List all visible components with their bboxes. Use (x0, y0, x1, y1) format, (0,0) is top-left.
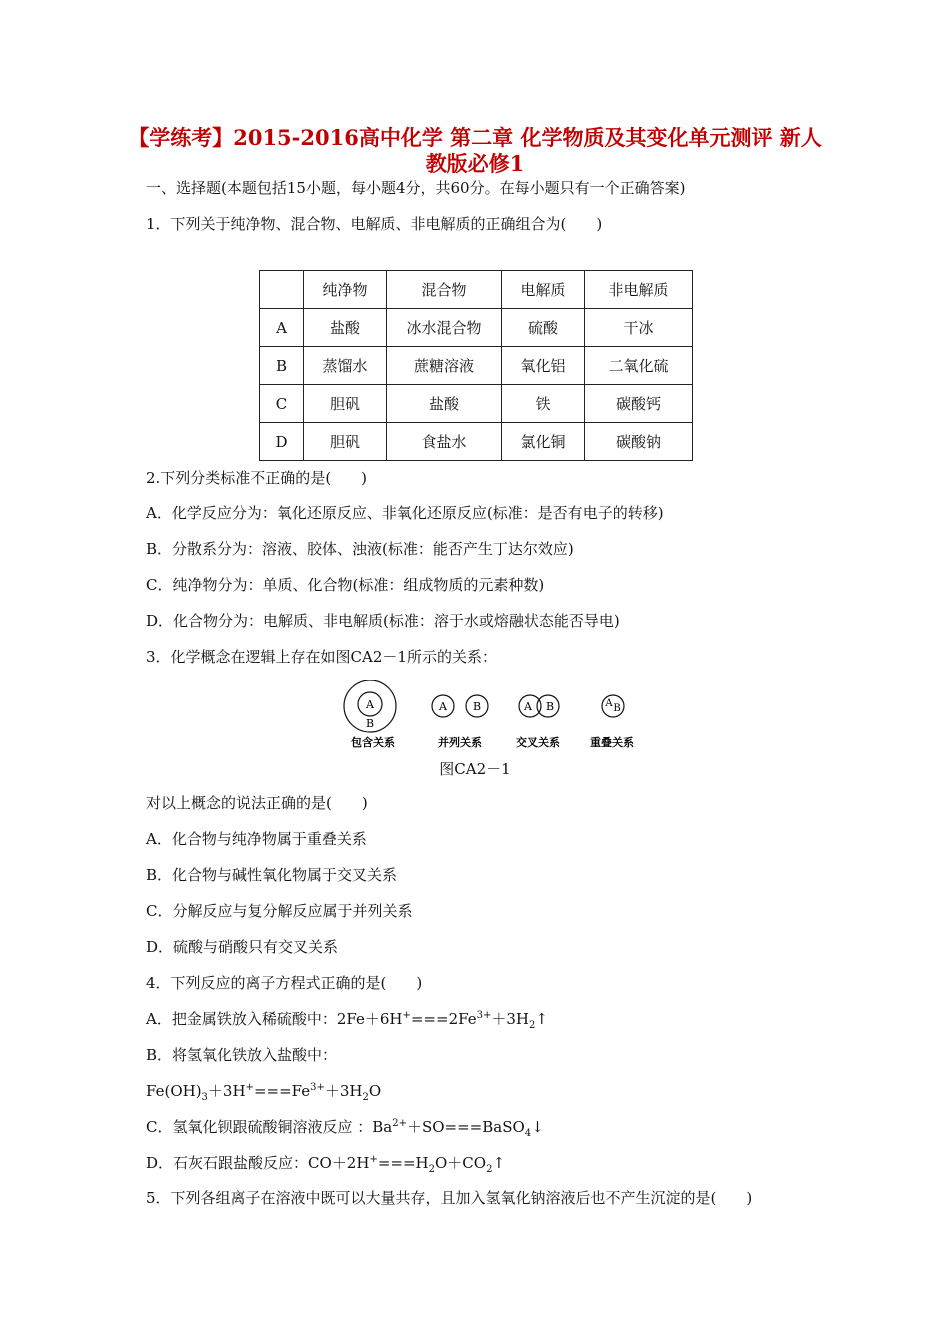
q5-stem: 5．下列各组离子在溶液中既可以大量共存，且加入氢氧化钠溶液后也不产生沉淀的是( ) (146, 1189, 753, 1207)
table-header-cell: 纯净物 (304, 271, 387, 309)
equation-text: ===2Fe (410, 1010, 477, 1028)
table-cell: 干冰 (585, 309, 693, 347)
table-cell: 氧化铝 (502, 347, 585, 385)
q3-option-c: C．分解反应与复分解反应属于并列关系 (146, 902, 413, 920)
q2-stem: 2.下列分类标准不正确的是( ) (146, 469, 368, 487)
parallel-label-b: B (472, 700, 482, 713)
table-cell: 蔗糖溶液 (387, 347, 502, 385)
overlap-label-b: B (613, 703, 621, 714)
equation-text: ===Fe (253, 1082, 311, 1100)
table-cell: 盐酸 (304, 309, 387, 347)
q2-option-d: D．化合物分为：电解质、非电解质(标准：溶于水或熔融状态能否导电) (146, 612, 620, 630)
intersect-caption: 交叉关系 (516, 736, 560, 749)
superscript: 3+ (310, 1082, 325, 1093)
equation-text: C．氢氧化钡跟硫酸铜溶液反应 ：Ba (146, 1118, 393, 1136)
table-cell: A (260, 309, 304, 347)
q3-option-b: B．化合物与碱性氧化物属于交叉关系 (146, 866, 398, 884)
table-cell: 碳酸钙 (585, 385, 693, 423)
parallel-label-a: A (439, 700, 447, 713)
q1-table (259, 270, 693, 461)
subscript: 2 (528, 1020, 536, 1031)
table-cell: 硫酸 (502, 309, 585, 347)
q3-question: 对以上概念的说法正确的是( ) (146, 794, 368, 812)
arrow-symbol: ↓ (531, 1118, 544, 1136)
table-cell: 蒸馏水 (304, 347, 387, 385)
inclusion-caption: 包含关系 (351, 736, 395, 749)
parallel-caption: 并列关系 (438, 736, 482, 749)
table-header-row (260, 271, 693, 309)
table-cell: 冰水混合物 (387, 309, 502, 347)
equation-text: A．把金属铁放入稀硫酸中：2Fe＋6H (146, 1010, 403, 1028)
table-cell: 食盐水 (387, 423, 502, 461)
q3-relation-figure (335, 680, 655, 755)
q2-option-b: B．分散系分为：溶液、胶体、浊液(标准：能否产生丁达尔效应) (146, 540, 574, 558)
section-intro: 一、选择题(本题包括15小题，每小题4分，共60分。在每小题只有一个正确答案) (146, 179, 686, 197)
intersect-label-a: A (524, 700, 532, 713)
arrow-symbol: ↑ (535, 1010, 548, 1028)
table-cell: 胆矾 (304, 385, 387, 423)
table-cell: D (260, 423, 304, 461)
equation-text: ＋3H (207, 1082, 246, 1100)
superscript: 3+ (476, 1010, 492, 1021)
table-header-cell: 混合物 (387, 271, 502, 309)
intersect-label-b: B (545, 700, 555, 713)
figure-caption: 图CA2－1 (439, 760, 511, 778)
document-title-line2: 教版必修1 (425, 151, 525, 176)
table-cell: 胆矾 (304, 423, 387, 461)
subscript: 2 (486, 1164, 493, 1175)
superscript: + (369, 1154, 378, 1165)
q4-option-b: B．将氢氧化铁放入盐酸中： (146, 1046, 338, 1064)
superscript: + (402, 1010, 411, 1021)
equation-text: Fe(OH) (146, 1082, 202, 1100)
subscript: 2 (362, 1092, 369, 1103)
q4-option-d (146, 1153, 505, 1173)
q3-option-a: A．化合物与纯净物属于重叠关系 (146, 830, 367, 848)
table-cell: 盐酸 (387, 385, 502, 423)
equation-text: O (368, 1082, 382, 1100)
table-row (260, 423, 693, 461)
table-cell: 铁 (502, 385, 585, 423)
q4-option-a (146, 1009, 548, 1029)
table-header-cell: 非电解质 (585, 271, 693, 309)
table-cell: 二氧化硫 (585, 347, 693, 385)
equation-text: D．石灰石跟盐酸反应：CO＋2H (146, 1154, 370, 1172)
equation-text: ===H (377, 1154, 429, 1172)
table-cell: B (260, 347, 304, 385)
subscript: 2 (428, 1164, 435, 1175)
subscript: 4 (524, 1128, 532, 1139)
q1-stem: 1．下列关于纯净物、混合物、电解质、非电解质的正确组合为( ) (146, 215, 603, 233)
q3-stem: 3．化学概念在逻辑上存在如图CA2－1所示的关系： (146, 648, 497, 666)
table-row (260, 347, 693, 385)
document-title-line1: 【学练考】2015-2016高中化学 第二章 化学物质及其变化单元测评 新人 (128, 125, 822, 150)
arrow-symbol: ↑ (492, 1154, 506, 1172)
q4-option-c (146, 1117, 544, 1137)
q4-stem: 4．下列反应的离子方程式正确的是( ) (146, 974, 423, 992)
table-cell: 碳酸钠 (585, 423, 693, 461)
q2-option-a: A．化学反应分为：氧化还原反应、非氧化还原反应(标准：是否有电子的转移) (146, 504, 664, 522)
superscript: + (245, 1082, 254, 1093)
equation-text: ＋SO===BaSO (406, 1118, 525, 1136)
superscript: 2+ (392, 1118, 407, 1129)
table-row (260, 309, 693, 347)
inclusion-label-b: B (365, 717, 375, 730)
table-header-cell: 电解质 (502, 271, 585, 309)
subscript: 3 (201, 1092, 208, 1103)
overlap-label-a: A (605, 698, 613, 709)
table-header-cell (260, 271, 304, 309)
q3-option-d: D．硫酸与硝酸只有交叉关系 (146, 938, 339, 956)
table-row (260, 385, 693, 423)
table-cell: 氯化铜 (502, 423, 585, 461)
equation-text: O＋CO (435, 1154, 487, 1172)
equation-text: ＋3H (491, 1010, 529, 1028)
q4-option-b-equation (146, 1081, 381, 1101)
inclusion-label-a: A (366, 698, 374, 711)
table-cell: C (260, 385, 304, 423)
q2-option-c: C．纯净物分为：单质、化合物(标准：组成物质的元素种数) (146, 576, 545, 594)
overlap-caption: 重叠关系 (590, 736, 634, 749)
equation-text: ＋3H (324, 1082, 363, 1100)
